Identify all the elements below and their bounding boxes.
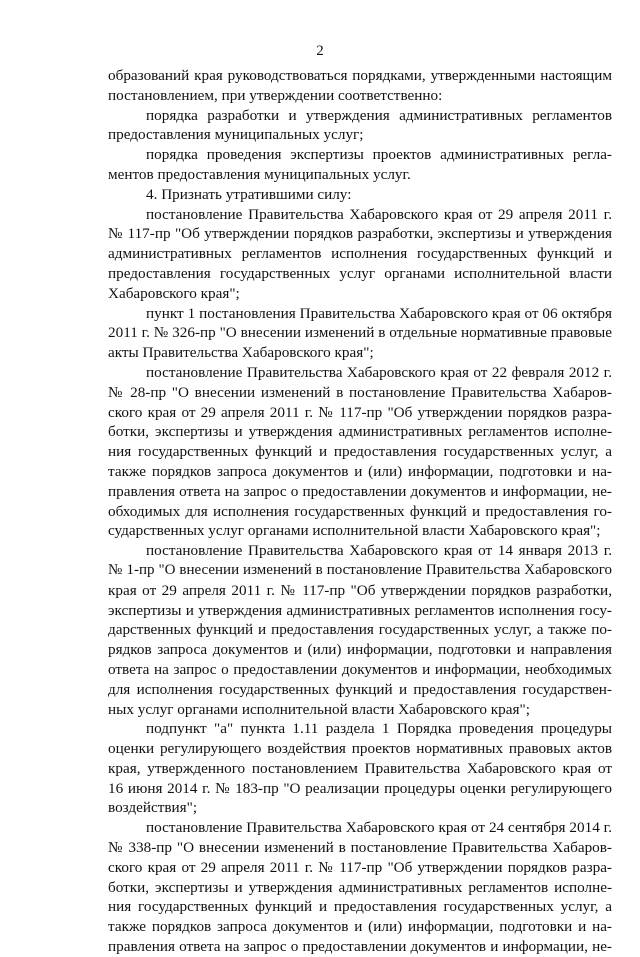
text-line: края, утвержденного постановлением Правительства Хабаровского края от [108, 759, 612, 777]
text-line: сударственных услуг органами исполнительной власти Хабаровского края"; [108, 522, 601, 540]
text-line: воздействия"; [108, 799, 198, 817]
text-line: подпункт "а" пункта 1.11 раздела 1 Порядка проведения процедуры [146, 720, 612, 738]
text-line: № 117-пр "Об утверждении порядков разработки, экспертизы и утверждения [108, 225, 612, 243]
text-line: порядка разработки и утверждения административных регламентов [146, 106, 612, 124]
text-line: образований края руководствоваться порядками, утвержденными настоящим [108, 67, 612, 84]
text-line: предоставления муниципальных услуг; [108, 126, 364, 144]
text-line: постановлением, при утверждении соответственно: [108, 86, 443, 104]
text-line: 4. Признать утратившими силу: [146, 185, 352, 203]
text-line: края от 29 апреля 2011 г. № 117-пр "Об утверждении порядков разработки, [108, 581, 612, 599]
text-line: постановление Правительства Хабаровского края от 29 апреля 2011 г. [146, 205, 612, 223]
text-line: ных услуг органами исполнительной власти Хабаровского края"; [108, 700, 530, 718]
text-line: порядка проведения экспертизы проектов административных регла- [146, 146, 612, 164]
text-line: для исполнения государственных функций и предоставления государствен- [108, 680, 612, 698]
text-line: экспертизы и утверждения административных регламентов исполнения госу- [108, 601, 612, 619]
text-line: постановление Правительства Хабаровского края от 14 января 2013 г. [146, 542, 612, 560]
text-line: предоставления государственных услуг органами исполнительной власти [108, 264, 612, 282]
text-line: № 338-пр "О внесении изменений в постановление Правительства Хабаров- [108, 839, 612, 857]
text-line: 2011 г. № 326-пр "О внесении изменений в отдельные нормативные правовые [108, 324, 612, 342]
text-line: акты Правительства Хабаровского края"; [108, 344, 374, 362]
text-line: Хабаровского края"; [108, 284, 240, 302]
text-line: ского края от 29 апреля 2011 г. № 117-пр "Об утверждении порядков разра- [108, 858, 612, 876]
text-line: 16 июня 2014 г. № 183-пр "О реализации процедуры оценки регулирующего [108, 779, 612, 797]
text-line: постановление Правительства Хабаровского края от 22 февраля 2012 г. [146, 363, 612, 381]
text-line: ботки, экспертизы и утверждения административных регламентов исполне- [108, 423, 612, 441]
text-line: ментов предоставления муниципальных услуг. [108, 165, 411, 183]
text-line: постановление Правительства Хабаровского края от 24 сентября 2014 г. [146, 819, 612, 837]
text-line: ского края от 29 апреля 2011 г. № 117-пр "Об утверждении порядков разра- [108, 403, 612, 421]
text-line: правления ответа на запрос о предоставлении документов и информации, не- [108, 482, 612, 500]
text-line: оценки регулирующего воздействия проектов нормативных правовых актов [108, 740, 612, 758]
text-line: ния государственных функций и предоставления государственных услуг, а [108, 443, 612, 461]
text-line: дарственных функций и предоставления государственных услуг, а также по- [108, 621, 612, 639]
text-line: № 28-пр "О внесении изменений в постановление Правительства Хабаров- [108, 383, 612, 401]
document-body [108, 66, 612, 957]
text-line: обходимых для исполнения государственных функций и предоставления го- [108, 502, 612, 520]
text-line: правления ответа на запрос о предоставлении документов и информации, не- [108, 938, 612, 956]
text-line: ботки, экспертизы и утверждения административных регламентов исполне- [108, 878, 612, 896]
page-number: 2 [316, 43, 324, 59]
text-line: ния государственных функций и предоставления государственных услуг, а [108, 898, 612, 916]
text-line: также порядков запроса документов и (или) информации, подготовки и на- [108, 918, 612, 936]
text-line: ответа на запрос о предоставлении документов и информации, необходимых [108, 660, 612, 678]
text-line: пункт 1 постановления Правительства Хабаровского края от 06 октября [146, 304, 612, 322]
text-line: рядков запроса документов и (или) информации, подготовки и направления [108, 641, 612, 659]
text-line: административных регламентов исполнения государственных функций и [108, 245, 612, 263]
text-line: также порядков запроса документов и (или) информации, подготовки и на- [108, 462, 612, 480]
text-line: № 1-пр "О внесении изменений в постановление Правительства Хабаровского [108, 561, 612, 578]
